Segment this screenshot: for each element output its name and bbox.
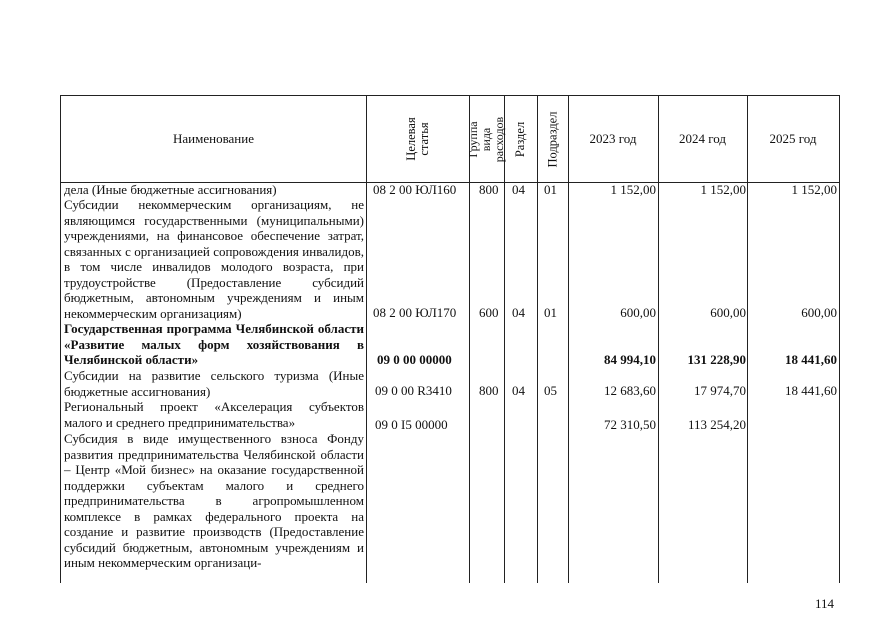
table-header: [61, 96, 839, 183]
row-subsection: 05: [544, 383, 557, 398]
row-2023: 600,00: [620, 305, 656, 320]
page-number: 114: [815, 596, 835, 611]
header-2023-label: 2023 год: [589, 131, 637, 146]
row-target: 09 0 I5 00000: [375, 417, 448, 432]
header-2024: [658, 96, 747, 182]
row-name: дела (Иные бюджетные ассигнования): [64, 182, 277, 197]
row-name: Субсидии на развитие сельского туризма (Иные бюджетные ассигнования): [64, 368, 364, 399]
header-section: [504, 96, 537, 182]
row-group: 800: [479, 383, 499, 398]
row-2025: 18 441,60: [785, 383, 837, 398]
header-2025-label: 2025 год: [769, 131, 817, 146]
row-2023: 12 683,60: [604, 383, 656, 398]
budget-table: [60, 95, 840, 583]
row-target: 08 2 00 ЮЛ160: [373, 182, 457, 197]
row-section: 04: [512, 305, 525, 320]
header-name: [61, 96, 366, 182]
header-group-label: Группа вида расходов: [466, 116, 506, 162]
row-2024: 113 254,20: [687, 417, 746, 432]
row-group: 600: [479, 305, 499, 320]
header-target-label: Целевая статья: [403, 117, 431, 161]
row-2024: 17 974,70: [694, 383, 746, 398]
header-2025: [747, 96, 839, 182]
table-row: [61, 182, 839, 198]
row-2024: 131 228,90: [687, 352, 746, 367]
table-row: [61, 368, 839, 399]
row-subsection: 01: [544, 182, 557, 197]
table-row: [61, 321, 839, 368]
row-name: Региональный проект «Акселерация субъектов малого и среднего предпринимательства»: [64, 399, 364, 430]
row-2025: 1 152,00: [791, 182, 837, 197]
row-2024: 600,00: [710, 305, 746, 320]
row-section: 04: [512, 182, 525, 197]
row-group: 800: [479, 182, 499, 197]
row-2023: 1 152,00: [610, 182, 656, 197]
table-body: [61, 182, 839, 583]
header-name-label: Наименование: [173, 131, 254, 146]
row-name: Субсидия в виде имущественного взноса Фонду развития предпринимательства Челябинской области – Центр «Мой бизнес» на оказание государственной поддержки субъектам малого и среднего предпринимательства в агропромышленном комплексе в рамках федерального проекта на создание и развитие производств (Предоставление субсидий бюджетным, автономным учреждениям и иным некоммерческим организаци-: [64, 431, 364, 570]
row-2023: 84 994,10: [604, 352, 656, 367]
row-target: 08 2 00 ЮЛ170: [373, 305, 457, 320]
row-2023: 72 310,50: [604, 417, 656, 432]
table-row: [61, 431, 839, 583]
row-target: 09 0 00 00000: [377, 352, 452, 367]
row-section: 04: [512, 383, 525, 398]
header-section-label: Раздел: [513, 121, 528, 157]
header-2024-label: 2024 год: [679, 131, 726, 146]
row-name: Государственная программа Челябинской области «Развитие малых форм хозяйствования в Челябинской области»: [64, 321, 364, 367]
row-name: Субсидии некоммерческим организациям, не являющимся государственными (муниципальными) учреждениями, на финансовое обеспечение затрат, связанных с организацией сопровождения инвалидов, в том числе инвалидов молодого возраста, при трудоустройстве (Предоставление субсидий бюджетным, автономным учреждениям и иным некоммерческим организациям): [64, 197, 364, 321]
row-target: 09 0 00 R3410: [375, 383, 452, 398]
row-subsection: 01: [544, 305, 557, 320]
header-target: [366, 96, 469, 182]
row-2025: 600,00: [801, 305, 837, 320]
table-row: [61, 197, 839, 321]
header-subsection: [537, 96, 568, 182]
header-group: [466, 96, 506, 182]
header-2023: [568, 96, 658, 182]
row-2024: 1 152,00: [700, 182, 746, 197]
row-2025: 18 441,60: [785, 352, 837, 367]
header-subsection-label: Подраздел: [545, 111, 559, 167]
table-row: [61, 399, 839, 430]
